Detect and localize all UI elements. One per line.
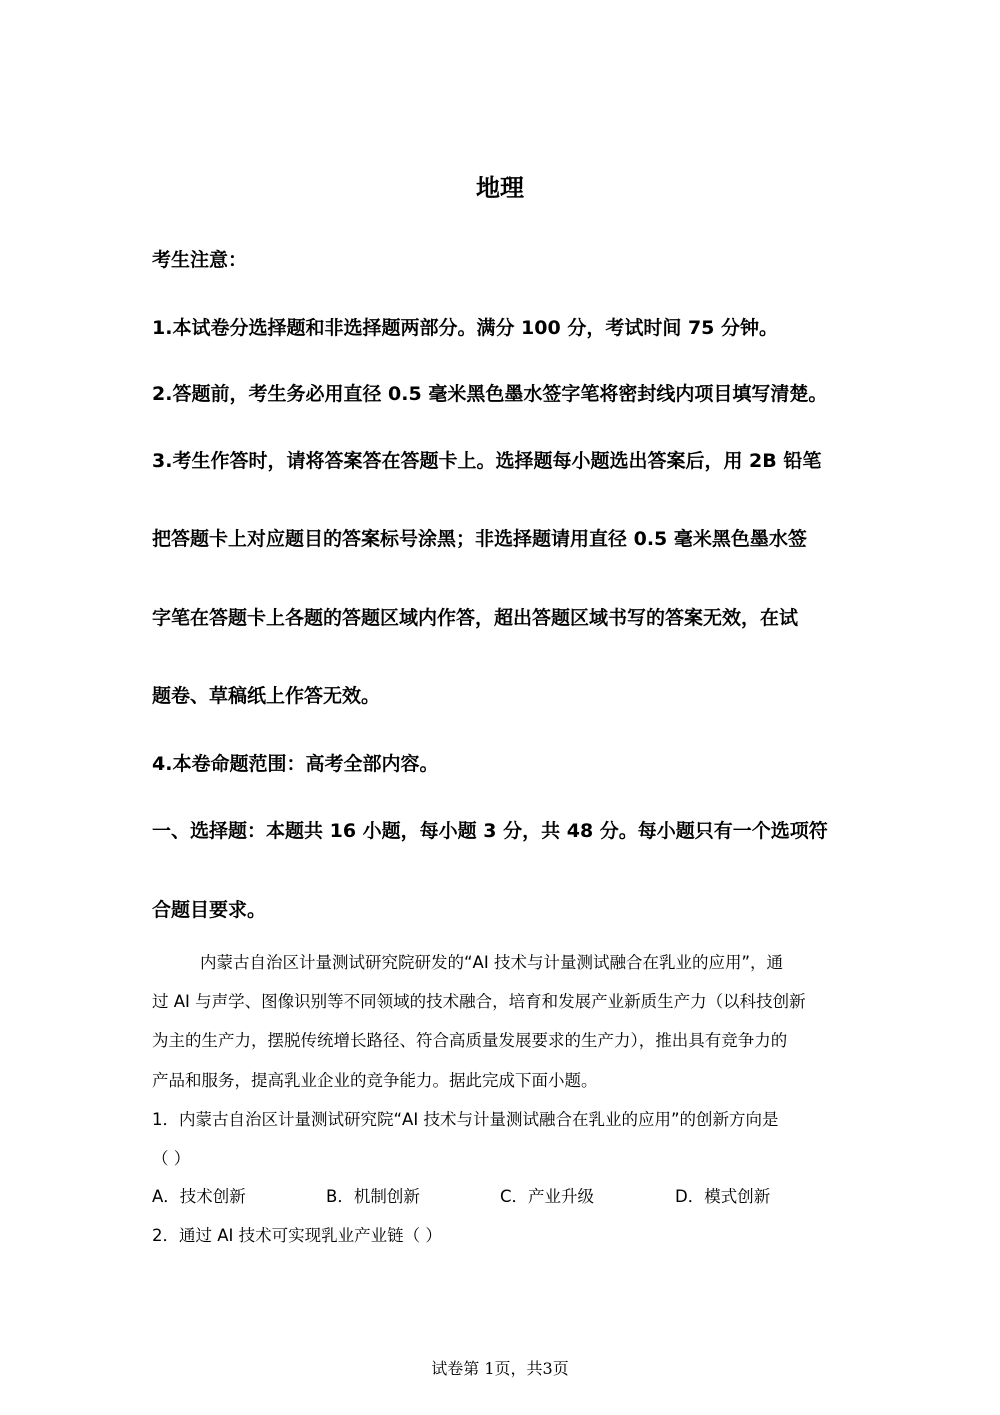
question-1-option-b: B．机制创新 xyxy=(326,1187,420,1206)
passage-line-1: 内蒙古自治区计量测试研究院研发的“AI 技术与计量测试融合在乳业的应用”，通 xyxy=(200,953,783,972)
notice-heading: 考生注意： xyxy=(152,249,248,271)
page-footer: 试卷第 1页，共3页 xyxy=(431,1359,569,1378)
question-1-stem-bracket: （ ） xyxy=(152,1149,191,1168)
question-1-stem: 1．内蒙古自治区计量测试研究院“AI 技术与计量测试融合在乳业的应用”的创新方向是 xyxy=(152,1110,779,1129)
passage-line-3: 为主的生产力，摆脱传统增长路径、符合高质量发展要求的生产力），推出具有竞争力的 xyxy=(152,1031,788,1050)
question-2-stem: 2．通过 AI 技术可实现乳业产业链（ ） xyxy=(152,1226,442,1245)
section-heading-line-2: 合题目要求。 xyxy=(152,899,267,921)
notice-item-2: 2.答题前，考生务必用直径 0.5 毫米黑色墨水签字笔将密封线内项目填写清楚。 xyxy=(152,383,828,405)
notice-item-4: 4.本卷命题范围：高考全部内容。 xyxy=(152,753,439,775)
notice-item-3-line-2: 把答题卡上对应题目的答案标号涂黑；非选择题请用直径 0.5 毫米黑色墨水签 xyxy=(152,528,807,550)
question-1-option-a: A．技术创新 xyxy=(152,1187,246,1206)
notice-item-3-line-3: 字笔在答题卡上各题的答题区域内作答，超出答题区域书写的答案无效，在试 xyxy=(152,607,799,629)
page-title: 地理 xyxy=(476,174,524,202)
section-heading-line-1: 一、选择题：本题共 16 小题，每小题 3 分，共 48 分。每小题只有一个选项符 xyxy=(152,820,828,842)
question-1-option-d: D．模式创新 xyxy=(675,1187,771,1206)
notice-item-1: 1.本试卷分选择题和非选择题两部分。满分 100 分，考试时间 75 分钟。 xyxy=(152,317,778,339)
question-1-option-c: C．产业升级 xyxy=(500,1187,595,1206)
passage-line-4: 产品和服务，提高乳业企业的竞争能力。据此完成下面小题。 xyxy=(152,1071,598,1090)
passage-line-2: 过 AI 与声学、图像识别等不同领域的技术融合，培育和发展产业新质生产力（以科技创新 xyxy=(152,992,806,1011)
notice-item-3-line-1: 3.考生作答时，请将答案答在答题卡上。选择题每小题选出答案后，用 2B 铅笔 xyxy=(152,450,822,472)
notice-item-3-line-4: 题卷、草稿纸上作答无效。 xyxy=(152,685,381,707)
